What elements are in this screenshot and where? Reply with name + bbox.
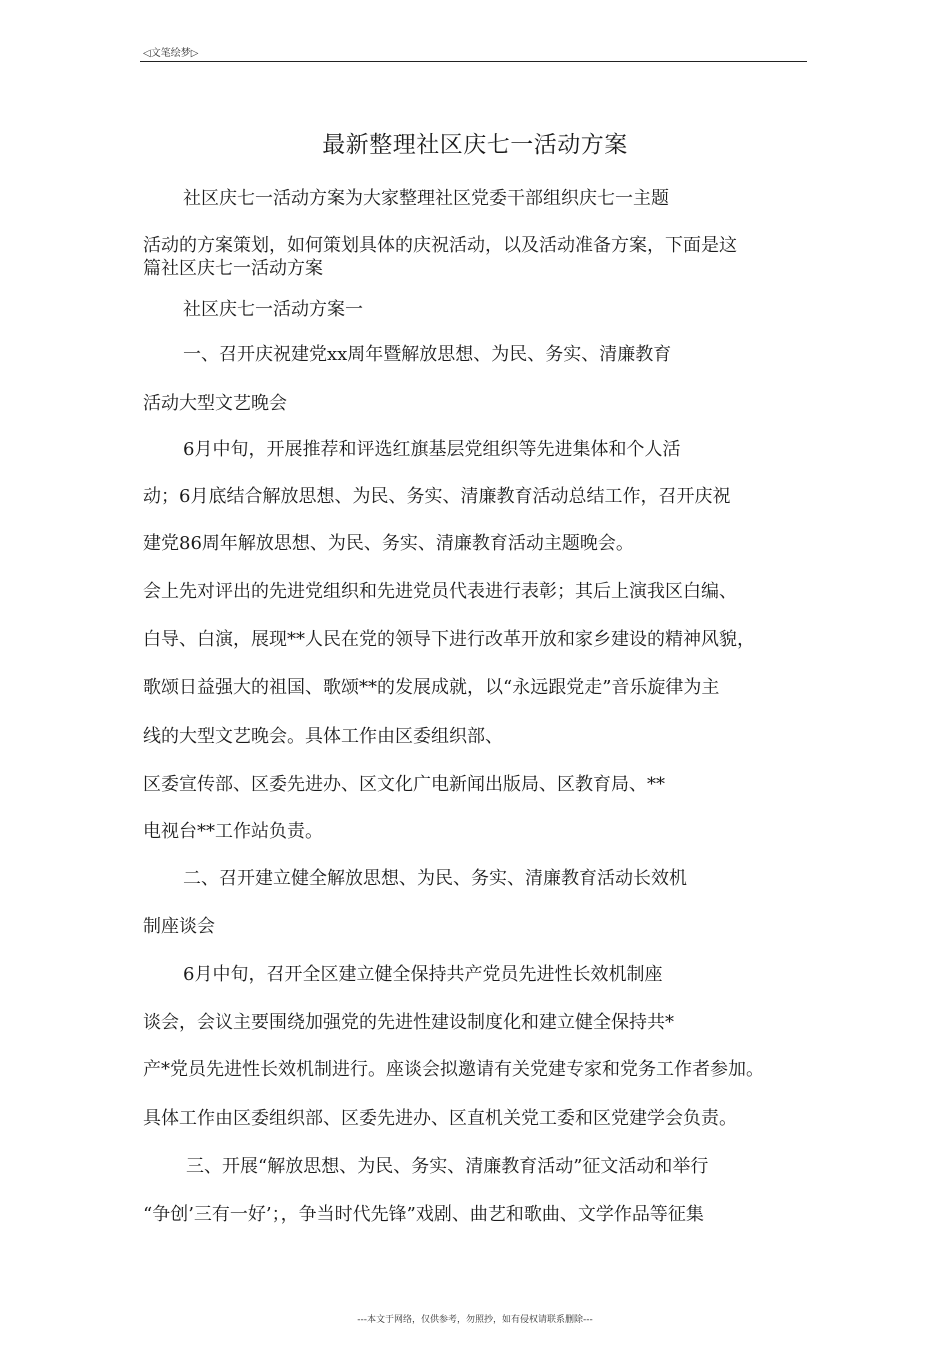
paragraph-line: 谈会，会议主要围绕加强党的先进性建设制度化和建立健全保持共* — [143, 1012, 674, 1033]
paragraph-line: 产*党员先进性长效机制进行。座谈会拟邀请有关党建专家和党务工作者参加。 — [143, 1059, 764, 1080]
section-heading: 社区庆七一活动方案一 — [183, 299, 363, 320]
section-heading: 一、召开庆祝建党xx周年暨解放思想、为民、务实、清廉教育 — [183, 344, 672, 365]
paragraph-line: 歌颂日益强大的祖国、歌颂**的发展成就，以“永远跟党走”音乐旋律为主 — [143, 677, 720, 698]
paragraph-line: 6月中旬，开展推荐和评选红旗基层党组织等先进集体和个人活 — [183, 439, 681, 460]
document-title: 最新整理社区庆七一活动方案 — [322, 132, 628, 158]
paragraph-line: 社区庆七一活动方案为大家整理社区党委干部组织庆七一主题 — [183, 188, 669, 209]
paragraph-line: 线的大型文艺晚会。具体工作由区委组织部、 — [143, 726, 503, 747]
section-heading: 三、开展“解放思想、为民、务实、清廉教育活动”征文活动和举行 — [186, 1156, 709, 1177]
paragraph-line: 活动的方案策划，如何策划具体的庆祝活动，以及活动准备方案，下面是这 — [143, 235, 737, 256]
paragraph-line: 白导、白演，展现**人民在党的领导下进行改革开放和家乡建设的精神风貌， — [143, 629, 755, 650]
paragraph-line: “争创’三有一好’；，争当时代先锋”戏剧、曲艺和歌曲、文学作品等征集 — [143, 1204, 704, 1225]
section-heading: 二、召开建立健全解放思想、为民、务实、清廉教育活动长效机 — [183, 868, 687, 889]
paragraph-line: 6月中旬，召开全区建立健全保持共产党员先进性长效机制座 — [183, 964, 663, 985]
paragraph-line: 篇社区庆七一活动方案 — [143, 258, 323, 279]
paragraph-line: 建党86周年解放思想、为民、务实、清廉教育活动主题晚会。 — [143, 533, 634, 554]
paragraph-line: 会上先对评出的先进党组织和先进党员代表进行表彰；其后上演我区白编、 — [143, 581, 737, 602]
paragraph-line: 动；6月底结合解放思想、为民、务实、清廉教育活动总结工作，召开庆祝 — [143, 486, 731, 507]
paragraph-line: 区委宣传部、区委先进办、区文化广电新闻出版局、区教育局、** — [143, 774, 665, 795]
paragraph-line: 活动大型文艺晚会 — [143, 393, 287, 414]
footer-disclaimer: ---本文于网络，仅供参考，勿照抄，如有侵权请联系删除--- — [357, 1315, 593, 1325]
header-rule — [140, 61, 807, 62]
paragraph-line: 制座谈会 — [143, 916, 215, 937]
paragraph-line: 具体工作由区委组织部、区委先进办、区直机关党工委和区党建学会负责。 — [143, 1108, 737, 1129]
paragraph-line: 电视台**工作站负责。 — [143, 821, 323, 842]
header-mark: ◁文笔绘梦▷ — [143, 48, 199, 59]
